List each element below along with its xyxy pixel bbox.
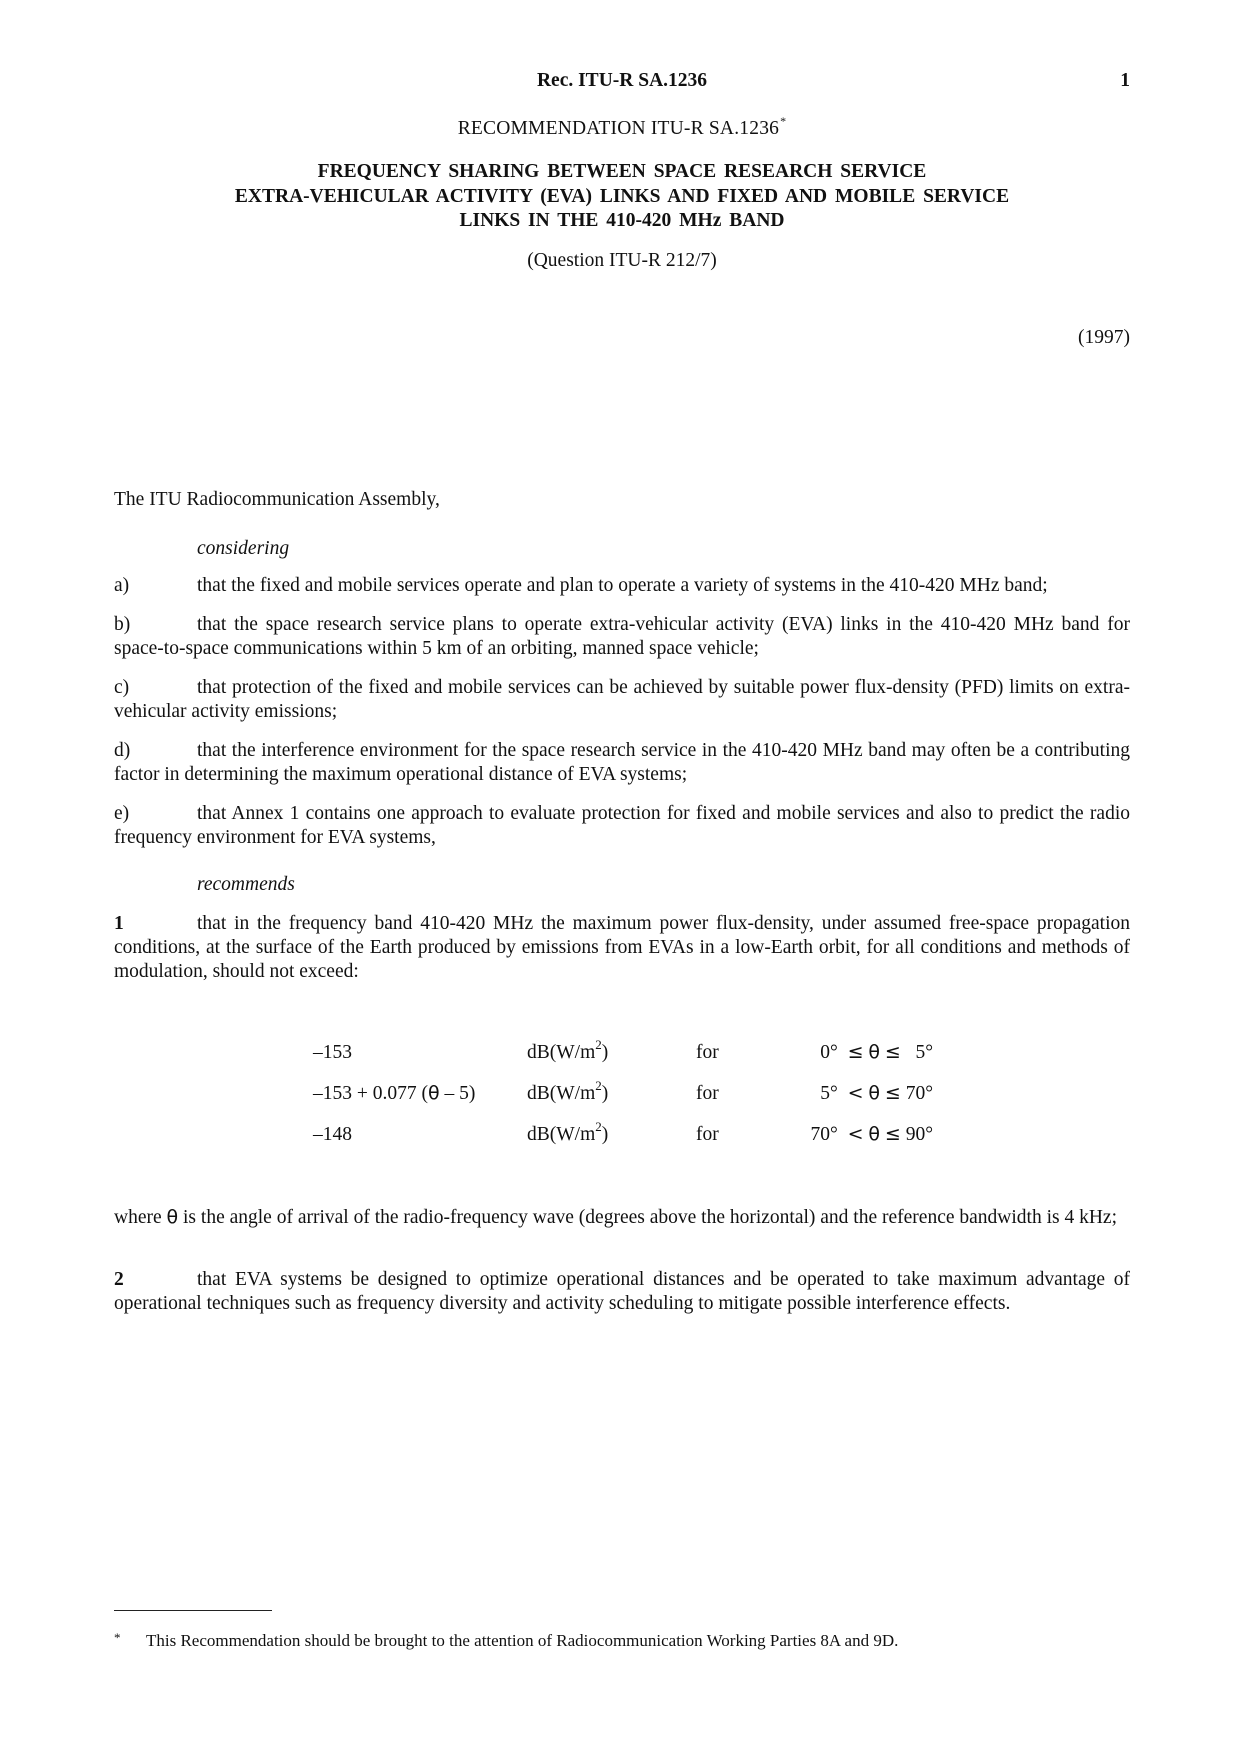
- pfd-unit: $dB(W/m^2)$: [527, 1078, 609, 1104]
- theta-definition: [114, 1205, 1130, 1230]
- pfd-for-label: for: [696, 1124, 719, 1145]
- pfd-for-label: for: [696, 1042, 719, 1063]
- footnote-marker: *: [114, 1630, 121, 1645]
- pfd-limit-row: [313, 1078, 933, 1111]
- theta-definition-text: is the angle of arrival of the radio-frequency wave (degrees above the horizontal) and the reference bandwidth is 4 kHz;: [183, 1207, 1117, 1228]
- question-reference: (Question ITU-R 212/7): [527, 250, 717, 271]
- considering-item: [114, 802, 1130, 850]
- recommendation-number: [114, 116, 1130, 141]
- pfd-angle-condition: 70° < θ ≤ 90°: [810, 1123, 933, 1145]
- considering-heading: considering: [197, 538, 290, 559]
- considering-item: [114, 739, 1130, 787]
- title-line: LINKS IN THE 410-420 MHz BAND: [459, 210, 785, 231]
- item-text: that Annex 1 contains one approach to evaluate protection for fixed and mobile services and also to predict the radio frequency environment for EVA systems,: [114, 803, 1130, 848]
- item-label: 2: [114, 1269, 124, 1290]
- recommends-heading: recommends: [197, 874, 295, 895]
- pfd-expression: –153: [313, 1042, 352, 1063]
- page-number: 1: [1120, 70, 1130, 91]
- pfd-for-label: for: [696, 1083, 719, 1104]
- footnote-text: This Recommendation should be brought to the attention of Radiocommunication Working Parties 8A and 9D.: [146, 1631, 899, 1650]
- running-title: Rec. ITU-R SA.1236: [536, 70, 708, 91]
- pfd-angle-condition: 5° < θ ≤ 70°: [820, 1082, 933, 1104]
- title-line: FREQUENCY SHARING BETWEEN SPACE RESEARCH SERVICE: [317, 161, 927, 182]
- footnote-reference-marker: *: [780, 114, 787, 128]
- item-label: e): [114, 803, 130, 824]
- item-label: 1: [114, 913, 124, 934]
- recommendation-title: [114, 160, 1130, 234]
- approval-year: (1997): [1078, 327, 1130, 348]
- considering-item: [114, 676, 1130, 724]
- item-label: a): [114, 575, 130, 596]
- pfd-unit: $dB(W/m^2)$: [527, 1037, 609, 1063]
- footnote: [114, 1630, 898, 1652]
- recommendation-number-text: RECOMMENDATION ITU-R SA.1236: [457, 118, 780, 139]
- pfd-limit-row: [313, 1119, 933, 1152]
- theta-symbol: θ: [166, 1206, 179, 1228]
- assembly-statement: The ITU Radiocommunication Assembly,: [114, 489, 440, 510]
- recommends-item: [114, 1268, 1130, 1316]
- item-text: that the interference environment for the space research service in the 410-420 MHz band may often be a contributing factor in determining the maximum operational distance of EVA systems;: [114, 740, 1130, 785]
- footnote-separator: [114, 1610, 272, 1611]
- item-label: c): [114, 677, 130, 698]
- page-header: [114, 68, 1130, 92]
- item-text: that the space research service plans to operate extra-vehicular activity (EVA) links in the 410-420 MHz band for space-to-space communications within 5 km of an orbiting, manned space vehicle;: [114, 614, 1130, 659]
- pfd-expression: –148: [313, 1124, 352, 1145]
- recommends-item: [114, 912, 1130, 984]
- considering-item: [114, 613, 1130, 661]
- pfd-angle-condition: 0° ≤ θ ≤ 5°: [820, 1041, 933, 1063]
- title-line: EXTRA-VEHICULAR ACTIVITY (EVA) LINKS AND FIXED AND MOBILE SERVICE: [234, 185, 1010, 207]
- pfd-unit: $dB(W/m^2)$: [527, 1119, 609, 1145]
- where-word: where: [114, 1207, 162, 1228]
- item-text: that protection of the fixed and mobile services can be achieved by suitable power flux-density (PFD) limits on extra-vehicular activity emissions;: [114, 677, 1130, 722]
- item-text: that the fixed and mobile services operate and plan to operate a variety of systems in the 410-420 MHz band;: [197, 575, 1048, 596]
- item-text: that in the frequency band 410-420 MHz the maximum power flux-density, under assumed free-space propagation conditions, at the surface of the Earth produced by emissions from EVAs in a low-Earth orbit, for all conditions and methods of modulation, should not exceed:: [114, 913, 1130, 982]
- considering-item: [114, 574, 1130, 598]
- item-label: b): [114, 614, 131, 635]
- pfd-limit-row: [313, 1037, 933, 1070]
- item-text: that EVA systems be designed to optimize operational distances and be operated to take maximum advantage of operational techniques such as frequency diversity and activity scheduling to mitigate possible interference effects.: [114, 1269, 1130, 1314]
- pfd-expression: –153 + 0.077 (θ – 5): [313, 1082, 476, 1104]
- item-label: d): [114, 740, 131, 761]
